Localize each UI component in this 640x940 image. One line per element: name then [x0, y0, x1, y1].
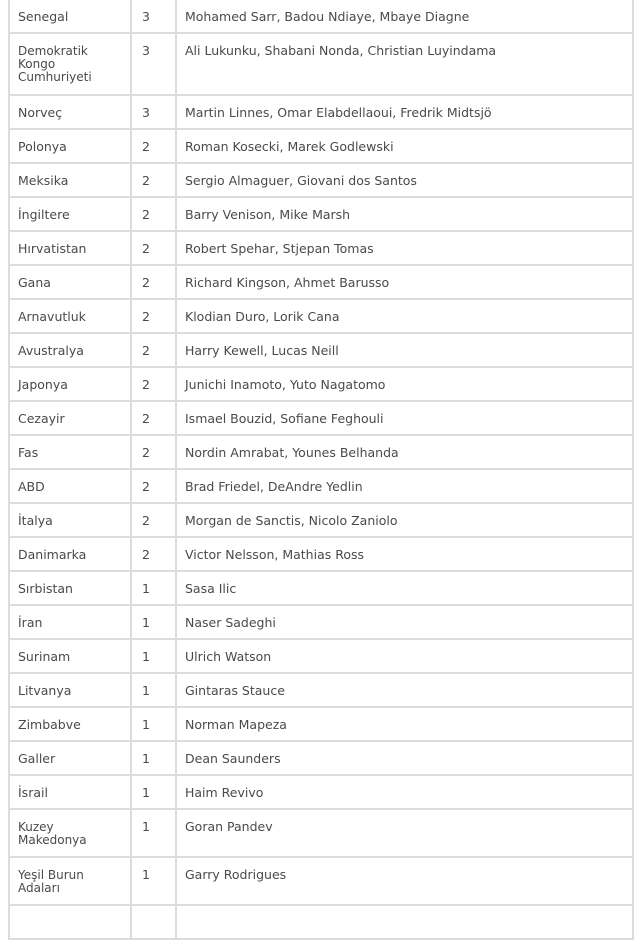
country-cell — [9, 707, 131, 741]
country-name: İtalya — [18, 513, 53, 528]
players-cell — [176, 673, 633, 707]
count-cell — [131, 537, 176, 571]
players-cell — [176, 639, 633, 673]
players-cell — [176, 129, 633, 163]
country-name: Polonya — [18, 139, 67, 154]
player-count: 1 — [142, 683, 150, 698]
players-cell — [176, 503, 633, 537]
country-name: Zimbabve — [18, 717, 81, 732]
player-names: Barry Venison, Mike Marsh — [185, 207, 351, 222]
country-cell — [9, 95, 131, 129]
player-count: 2 — [142, 411, 150, 426]
table-row — [9, 163, 633, 197]
player-count: 2 — [142, 173, 150, 188]
player-names: Dean Saunders — [185, 751, 281, 766]
player-names: Sasa Ilic — [185, 581, 237, 596]
count-cell — [131, 639, 176, 673]
player-count: 3 — [142, 9, 150, 24]
players-cell — [176, 707, 633, 741]
player-names: Goran Pandev — [185, 819, 273, 834]
player-names: Ulrich Watson — [185, 649, 272, 664]
player-count: 2 — [142, 479, 150, 494]
count-cell — [131, 857, 176, 905]
player-names: Gintaras Stauce — [185, 683, 285, 698]
count-cell — [131, 95, 176, 129]
country-name: Yeşil Burun Adaları — [18, 868, 84, 895]
country-name: Fas — [18, 445, 39, 460]
count-cell — [131, 571, 176, 605]
count-cell — [131, 741, 176, 775]
country-name: ABD — [18, 479, 45, 494]
players-cell — [176, 905, 633, 939]
table-row — [9, 33, 633, 95]
country-name: Sırbistan — [18, 581, 73, 596]
count-cell — [131, 605, 176, 639]
table-row — [9, 673, 633, 707]
country-cell — [9, 469, 131, 503]
count-cell — [131, 333, 176, 367]
player-count: 2 — [142, 513, 150, 528]
player-count: 1 — [142, 717, 150, 732]
player-names: Ismael Bouzid, Sofiane Feghouli — [185, 411, 384, 426]
country-name: Norveç — [18, 105, 63, 120]
player-names: Sergio Almaguer, Giovani dos Santos — [185, 173, 417, 188]
count-cell — [131, 163, 176, 197]
table-row — [9, 265, 633, 299]
player-names: Nordin Amrabat, Younes Belhanda — [185, 445, 399, 460]
player-names: Norman Mapeza — [185, 717, 287, 732]
players-table — [8, 0, 634, 940]
players-cell — [176, 197, 633, 231]
table-row — [9, 95, 633, 129]
country-name: Arnavutluk — [18, 309, 86, 324]
table-row — [9, 129, 633, 163]
country-cell — [9, 435, 131, 469]
player-count: 2 — [142, 207, 150, 222]
players-cell — [176, 163, 633, 197]
count-cell — [131, 775, 176, 809]
player-names: Haim Revivo — [185, 785, 264, 800]
country-cell — [9, 605, 131, 639]
count-cell — [131, 469, 176, 503]
table-row — [9, 741, 633, 775]
country-name: Cezayir — [18, 411, 65, 426]
player-names: Ali Lukunku, Shabani Nonda, Christian Luyindama — [185, 43, 497, 58]
player-names: Mohamed Sarr, Badou Ndiaye, Mbaye Diagne — [185, 9, 470, 24]
players-cell — [176, 537, 633, 571]
player-count: 1 — [142, 819, 150, 834]
players-cell — [176, 775, 633, 809]
count-cell — [131, 367, 176, 401]
country-name: İran — [18, 615, 43, 630]
player-names: Naser Sadeghi — [185, 615, 276, 630]
count-cell — [131, 503, 176, 537]
table-row — [9, 367, 633, 401]
players-cell — [176, 741, 633, 775]
player-count: 1 — [142, 751, 150, 766]
players-cell — [176, 299, 633, 333]
count-cell — [131, 435, 176, 469]
country-cell — [9, 333, 131, 367]
player-count: 2 — [142, 139, 150, 154]
country-name: İsrail — [18, 785, 48, 800]
country-cell — [9, 639, 131, 673]
table-row — [9, 857, 633, 905]
players-cell — [176, 469, 633, 503]
country-name: Kuzey Makedonya — [18, 820, 87, 847]
country-cell — [9, 0, 131, 33]
country-name: İngiltere — [18, 207, 70, 222]
table-row — [9, 231, 633, 265]
country-cell — [9, 401, 131, 435]
table-row — [9, 639, 633, 673]
table-row — [9, 503, 633, 537]
player-count: 3 — [142, 43, 150, 58]
table-row — [9, 435, 633, 469]
country-cell — [9, 775, 131, 809]
player-names: Junichi Inamoto, Yuto Nagatomo — [185, 377, 386, 392]
player-count: 2 — [142, 343, 150, 358]
player-count: 1 — [142, 867, 150, 882]
player-count: 1 — [142, 785, 150, 800]
players-cell — [176, 0, 633, 33]
count-cell — [131, 401, 176, 435]
player-count: 2 — [142, 445, 150, 460]
players-cell — [176, 231, 633, 265]
country-cell — [9, 231, 131, 265]
table-body — [9, 0, 633, 939]
player-names: Morgan de Sanctis, Nicolo Zaniolo — [185, 513, 398, 528]
table-row — [9, 775, 633, 809]
table-row — [9, 571, 633, 605]
count-cell — [131, 299, 176, 333]
players-cell — [176, 33, 633, 95]
count-cell — [131, 809, 176, 857]
country-name: Meksika — [18, 173, 69, 188]
country-name: Galler — [18, 751, 56, 766]
country-name: Surinam — [18, 649, 71, 664]
country-name: Demokratik Kongo Cumhuriyeti — [18, 44, 92, 84]
country-cell — [9, 503, 131, 537]
player-names: Martin Linnes, Omar Elabdellaoui, Fredrik Midtsjö — [185, 105, 492, 120]
count-cell — [131, 673, 176, 707]
table-row — [9, 0, 633, 33]
player-count: 3 — [142, 105, 150, 120]
players-cell — [176, 265, 633, 299]
player-names: Robert Spehar, Stjepan Tomas — [185, 241, 374, 256]
country-cell — [9, 299, 131, 333]
table-row — [9, 605, 633, 639]
player-names: Richard Kingson, Ahmet Barusso — [185, 275, 390, 290]
count-cell — [131, 0, 176, 33]
player-count: 2 — [142, 275, 150, 290]
player-count: 2 — [142, 241, 150, 256]
players-cell — [176, 401, 633, 435]
count-cell — [131, 231, 176, 265]
country-name: Japonya — [18, 377, 68, 392]
country-name: Danimarka — [18, 547, 87, 562]
count-cell — [131, 265, 176, 299]
table-row — [9, 809, 633, 857]
country-name: Avustralya — [18, 343, 84, 358]
table-row — [9, 707, 633, 741]
player-count: 1 — [142, 615, 150, 630]
players-cell — [176, 571, 633, 605]
country-cell — [9, 197, 131, 231]
player-count: 1 — [142, 581, 150, 596]
players-cell — [176, 857, 633, 905]
country-name: Litvanya — [18, 683, 72, 698]
country-cell — [9, 367, 131, 401]
table-row — [9, 537, 633, 571]
country-cell — [9, 265, 131, 299]
count-cell — [131, 33, 176, 95]
country-cell — [9, 163, 131, 197]
players-cell — [176, 435, 633, 469]
table-row — [9, 401, 633, 435]
country-name: Senegal — [18, 9, 69, 24]
player-count: 2 — [142, 547, 150, 562]
country-cell — [9, 33, 131, 95]
players-cell — [176, 367, 633, 401]
count-cell — [131, 905, 176, 939]
country-name: Gana — [18, 275, 51, 290]
table-row — [9, 333, 633, 367]
table-row — [9, 299, 633, 333]
player-names: Brad Friedel, DeAndre Yedlin — [185, 479, 363, 494]
table-row — [9, 905, 633, 939]
country-cell — [9, 673, 131, 707]
player-count: 2 — [142, 309, 150, 324]
country-cell — [9, 857, 131, 905]
table-row — [9, 197, 633, 231]
player-count: 1 — [142, 649, 150, 664]
country-cell — [9, 537, 131, 571]
count-cell — [131, 129, 176, 163]
player-names: Roman Kosecki, Marek Godlewski — [185, 139, 394, 154]
count-cell — [131, 707, 176, 741]
country-cell — [9, 571, 131, 605]
country-name: Hırvatistan — [18, 241, 87, 256]
player-names: Harry Kewell, Lucas Neill — [185, 343, 339, 358]
players-cell — [176, 95, 633, 129]
count-cell — [131, 197, 176, 231]
player-names: Victor Nelsson, Mathias Ross — [185, 547, 365, 562]
country-cell — [9, 809, 131, 857]
player-count: 2 — [142, 377, 150, 392]
table-row — [9, 469, 633, 503]
players-cell — [176, 605, 633, 639]
player-names: Klodian Duro, Lorik Cana — [185, 309, 340, 324]
country-cell — [9, 129, 131, 163]
player-names: Garry Rodrigues — [185, 867, 287, 882]
country-cell — [9, 905, 131, 939]
country-cell — [9, 741, 131, 775]
players-cell — [176, 333, 633, 367]
players-cell — [176, 809, 633, 857]
